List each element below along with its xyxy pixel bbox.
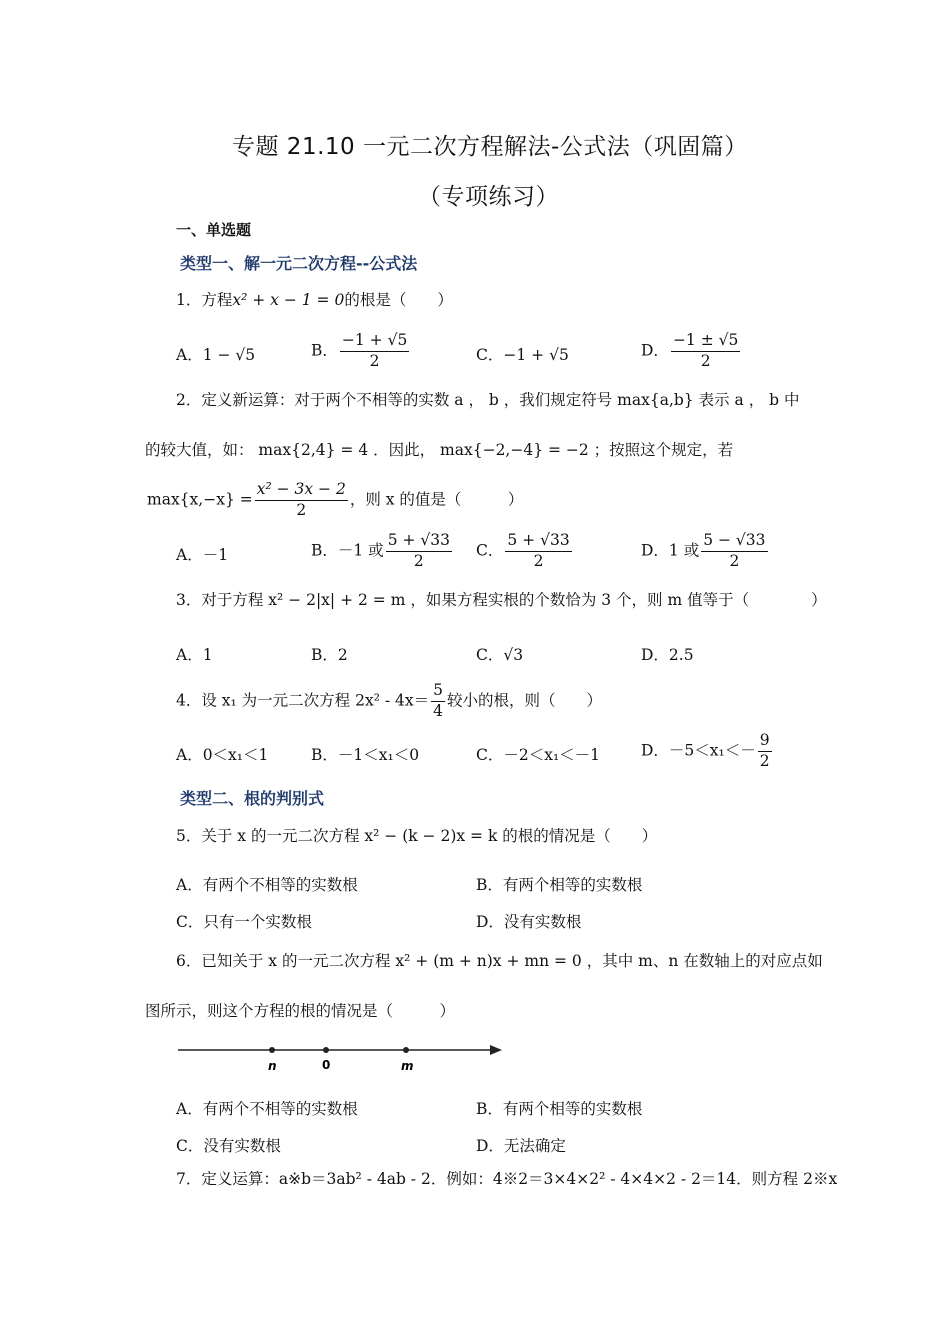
page-title: 专题 21.10 一元二次方程解法-公式法（巩固篇）: [232, 134, 748, 160]
q5-option-d[interactable]: D．没有实数根: [476, 913, 582, 931]
q1-option-d[interactable]: D． $\frac{-1 \pm √5}{2}$: [641, 331, 739, 370]
q6-option-c[interactable]: C．没有实数根: [176, 1137, 281, 1155]
label-m: m: [401, 1059, 414, 1073]
question-5: 5．关于 x 的一元二次方程 x² − (k − 2)x = k 的根的情况是（ ）: [176, 827, 658, 845]
q2-option-d[interactable]: D．1 或 $\frac{5 - √33}{2}$: [641, 531, 766, 570]
point-m: [403, 1047, 409, 1053]
q3-option-d[interactable]: D．2.5: [641, 646, 694, 664]
question-2-line3: max{x,−x} = $\frac{\text{x² − 3x − 2}}{2}$ ，则 x 的值是（ ）: [147, 480, 524, 519]
question-4: 4．设 x₁ 为一元二次方程 2x² ‑ 4x＝ $\frac{5}{4}$ 较小的根，则（ ）: [176, 681, 603, 720]
q3-option-a[interactable]: A．1: [176, 646, 213, 664]
number-line-arrow: [490, 1045, 502, 1055]
q1-option-b[interactable]: B． $\frac{-1 + √5}{2}$: [311, 331, 408, 370]
label-n: n: [268, 1059, 277, 1073]
q4-option-d[interactable]: D．－5＜x₁＜－ $\frac{9}{2}$: [641, 731, 770, 770]
q3-option-c[interactable]: C．√3: [476, 646, 524, 664]
q1-option-a[interactable]: A．1 − √5: [176, 346, 256, 364]
q2-option-a[interactable]: A．－1: [176, 546, 229, 564]
point-n: [269, 1047, 275, 1053]
type-heading-1: 类型一、解一元二次方程--公式法: [180, 254, 418, 273]
q4-option-b[interactable]: B．－1＜x₁＜0: [311, 746, 420, 764]
q1-option-c[interactable]: C．−1 + √5: [476, 346, 569, 364]
question-3: 3．对于方程 x² − 2|x| + 2 = m ，如果方程实根的个数恰为 3 个，则 m 值等于（ ）: [176, 591, 827, 609]
type-heading-2: 类型二、根的判别式: [180, 789, 325, 808]
question-6-line1: 6．已知关于 x 的一元二次方程 x² + (m + n)x + mn = 0 ，其中 m、n 在数轴上的对应点如: [176, 952, 823, 970]
q4-option-a[interactable]: A．0＜x₁＜1: [176, 746, 269, 764]
number-line-figure: [176, 1038, 506, 1078]
q6-option-a[interactable]: A．有两个不相等的实数根: [176, 1100, 358, 1118]
q5-option-a[interactable]: A．有两个不相等的实数根: [176, 876, 358, 894]
question-6-line2: 图所示，则这个方程的根的情况是（ ）: [145, 1002, 456, 1020]
q2-option-b[interactable]: B．－1 或 $\frac{5 + √33}{2}$: [311, 531, 450, 570]
question-2-line1: 2．定义新运算：对于两个不相等的实数 a ， b ，我们规定符号 max{a,b} 表示 a ， b 中: [176, 391, 800, 409]
label-zero: 0: [322, 1058, 331, 1072]
question-2-line2: 的较大值，如： max{2,4} = 4 ．因此， max{−2,−4} = −2 ；按照这个规定，若: [145, 441, 734, 459]
q6-option-d[interactable]: D．无法确定: [476, 1137, 566, 1155]
q6-option-b[interactable]: B．有两个相等的实数根: [476, 1100, 643, 1118]
q2-option-c[interactable]: C． $\frac{5 + √33}{2}$: [476, 531, 570, 570]
q5-option-c[interactable]: C．只有一个实数根: [176, 913, 312, 931]
section-heading: 一、单选题: [176, 221, 252, 239]
question-1: 1．方程x² + x − 1 = 0的根是（ ）: [176, 291, 453, 309]
point-zero: [323, 1047, 329, 1053]
q5-option-b[interactable]: B．有两个相等的实数根: [476, 876, 643, 894]
q3-option-b[interactable]: B．2: [311, 646, 348, 664]
page-subtitle: （专项练习）: [418, 184, 559, 210]
q4-option-c[interactable]: C．－2＜x₁＜－1: [476, 746, 601, 764]
question-7: 7．定义运算：a※b＝3ab² ‑ 4ab ‑ 2．例如：4※2＝3×4×2² ‑ 4×4×2 ‑ 2＝14．则方程 2※x: [176, 1170, 838, 1188]
